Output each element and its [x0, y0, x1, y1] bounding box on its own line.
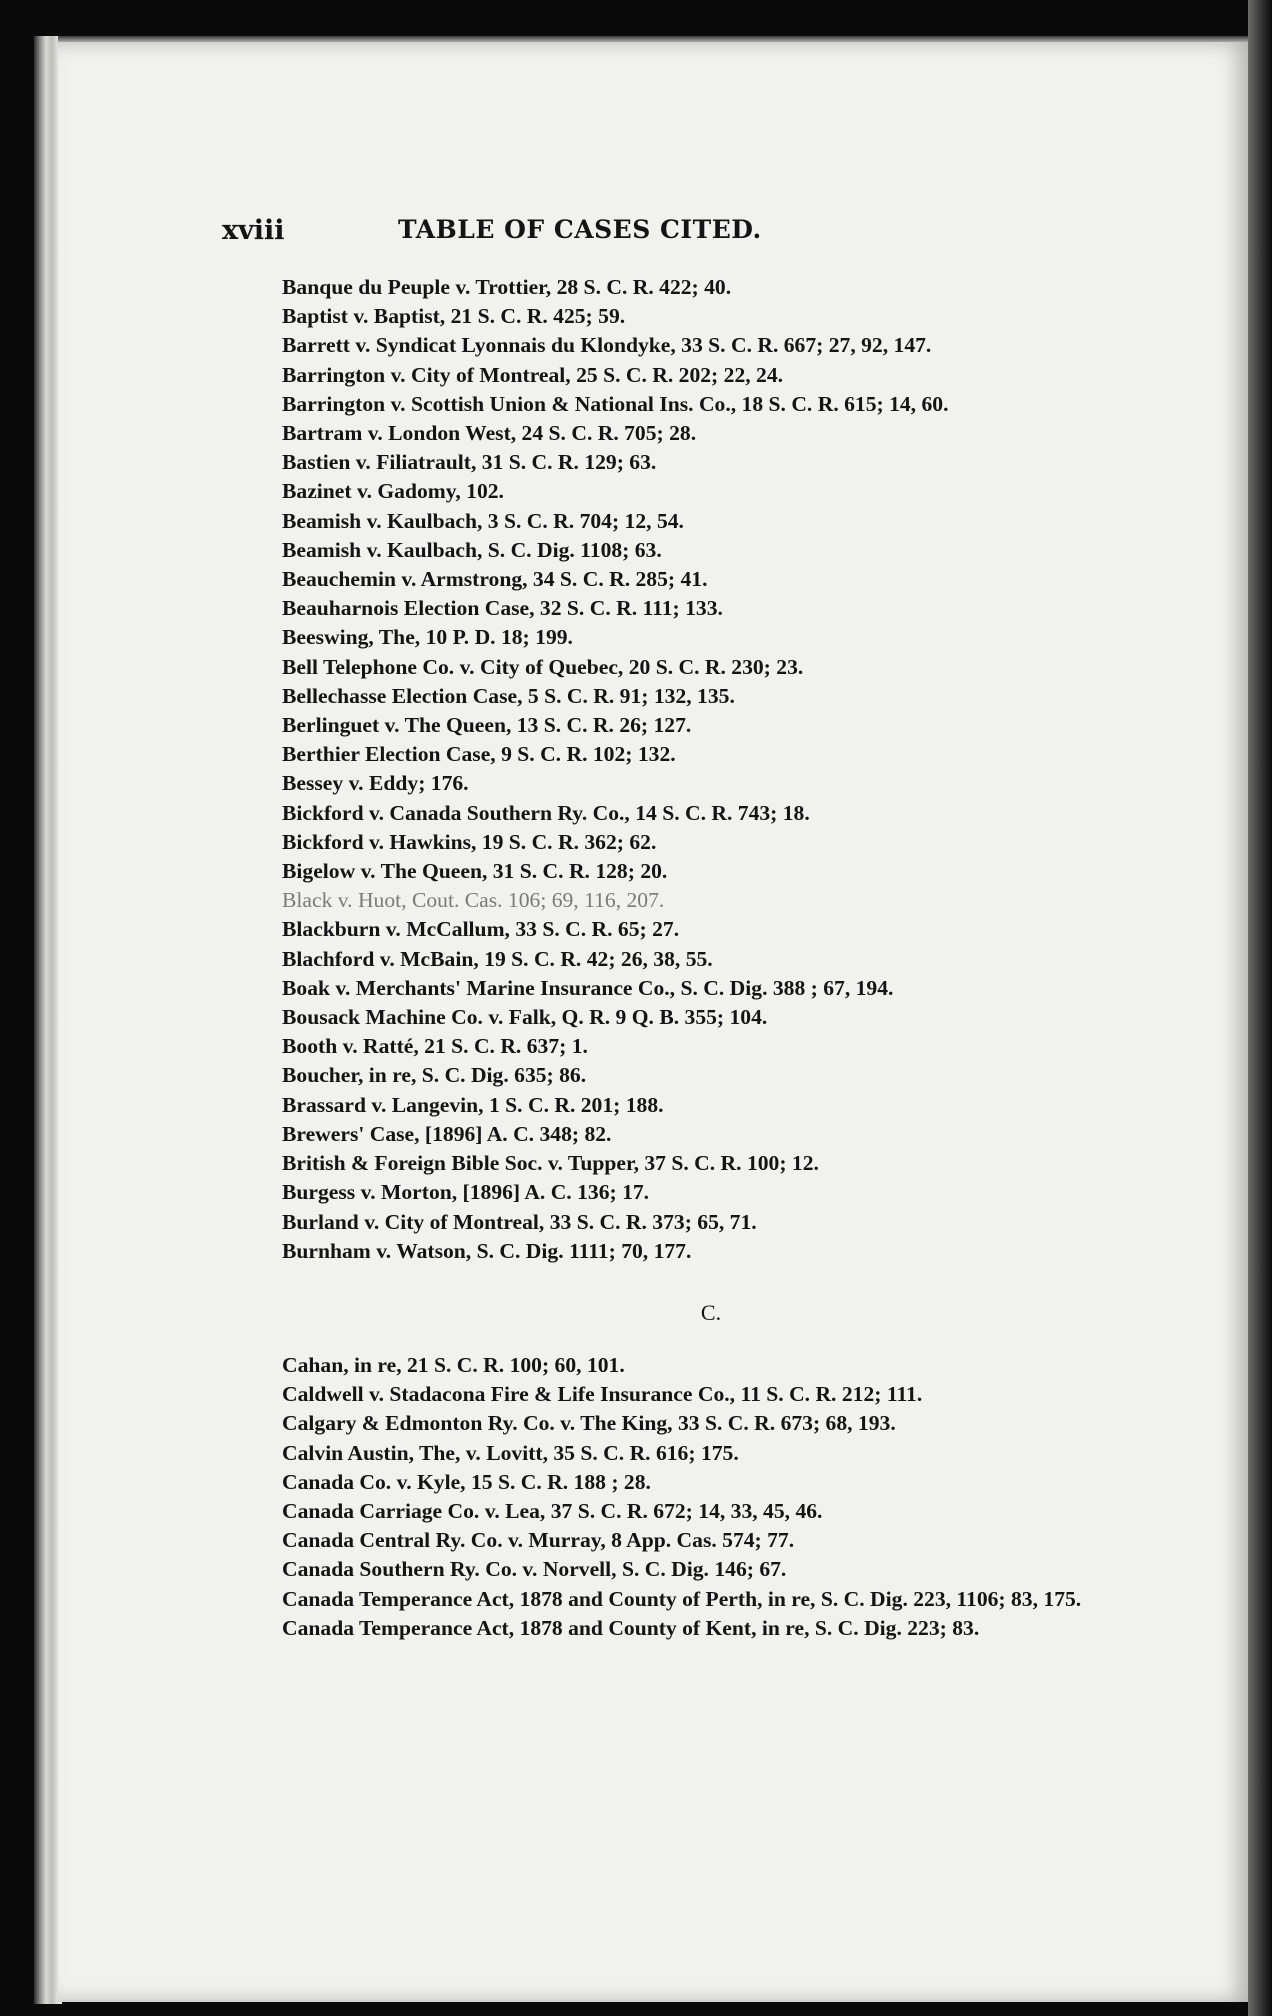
section-heading: C. — [700, 1299, 722, 1325]
case-entry: Black v. Huot, Cout. Cas. 106; 69, 116, 207. — [282, 888, 665, 913]
case-entry: Bickford v. Canada Southern Ry. Co., 14 S. C. R. 743; 18. — [282, 800, 810, 825]
case-entry: Bickford v. Hawkins, 19 S. C. R. 362; 62. — [282, 829, 657, 854]
case-entry: Burnham v. Watson, S. C. Dig. 1111; 70, 177. — [282, 1238, 692, 1263]
case-entry: Blachford v. McBain, 19 S. C. R. 42; 26, 38, 55. — [282, 946, 713, 971]
case-entry: Barrett v. Syndicat Lyonnais du Klondyke, 33 S. C. R. 667; 27, 92, 147. — [282, 333, 932, 358]
case-entry: Calgary & Edmonton Ry. Co. v. The King, 33 S. C. R. 673; 68, 193. — [282, 1411, 896, 1436]
case-entry: Bigelow v. The Queen, 31 S. C. R. 128; 20. — [282, 859, 668, 884]
case-entry: Cahan, in re, 21 S. C. R. 100; 60, 101. — [282, 1352, 625, 1377]
case-entry: Calvin Austin, The, v. Lovitt, 35 S. C. R. 616; 175. — [282, 1440, 739, 1465]
case-entry: Canada Central Ry. Co. v. Murray, 8 App. Cas. 574; 77. — [282, 1528, 795, 1553]
case-entry: Baptist v. Baptist, 21 S. C. R. 425; 59. — [282, 304, 626, 329]
case-entry: Brewers' Case, [1896] A. C. 348; 82. — [282, 1121, 612, 1146]
case-entry: Bessey v. Eddy; 176. — [282, 771, 469, 796]
page-number: xviii — [222, 215, 285, 246]
case-entry: Canada Southern Ry. Co. v. Norvell, S. C. Dig. 146; 67. — [282, 1557, 787, 1582]
case-entry: Bartram v. London West, 24 S. C. R. 705; 28. — [282, 421, 697, 446]
case-list — [282, 273, 1092, 1643]
case-entry: Barrington v. Scottish Union & National Ins. Co., 18 S. C. R. 615; 14, 60. — [282, 391, 949, 416]
case-entry: Barrington v. City of Montreal, 25 S. C. R. 202; 22, 24. — [282, 362, 784, 387]
case-entry: Bell Telephone Co. v. City of Quebec, 20 S. C. R. 230; 23. — [282, 654, 804, 679]
running-head: TABLE OF CASES CITED. — [398, 215, 762, 244]
case-entry: Canada Temperance Act, 1878 and County of Perth, in re, S. C. Dig. 223, 1106; 83, 175. — [282, 1586, 1082, 1611]
case-entry: Berlinguet v. The Queen, 13 S. C. R. 26; 127. — [282, 713, 692, 738]
case-entry: British & Foreign Bible Soc. v. Tupper, 37 S. C. R. 100; 12. — [282, 1151, 819, 1176]
case-entry: Beauchemin v. Armstrong, 34 S. C. R. 285; 41. — [282, 567, 708, 592]
case-entry: Burland v. City of Montreal, 33 S. C. R. 373; 65, 71. — [282, 1209, 757, 1234]
case-entry: Banque du Peuple v. Trottier, 28 S. C. R. 422; 40. — [282, 275, 732, 299]
case-entry: Bellechasse Election Case, 5 S. C. R. 91; 132, 135. — [282, 683, 735, 708]
case-entry: Booth v. Ratté, 21 S. C. R. 637; 1. — [282, 1034, 588, 1059]
case-entry: Canada Carriage Co. v. Lea, 37 S. C. R. 672; 14, 33, 45, 46. — [282, 1498, 823, 1523]
case-entry: Blackburn v. McCallum, 33 S. C. R. 65; 27. — [282, 917, 680, 942]
scan-shadow — [1248, 0, 1272, 2016]
case-entry: Caldwell v. Stadacona Fire & Life Insurance Co., 11 S. C. R. 212; 111. — [282, 1382, 923, 1407]
case-entry: Berthier Election Case, 9 S. C. R. 102; 132. — [282, 742, 676, 767]
case-entry: Beauharnois Election Case, 32 S. C. R. 111; 133. — [282, 596, 723, 621]
case-entry: Beamish v. Kaulbach, 3 S. C. R. 704; 12, 54. — [282, 508, 684, 533]
case-entry: Bousack Machine Co. v. Falk, Q. R. 9 Q. B. 355; 104. — [282, 1005, 768, 1030]
case-entry: Beamish v. Kaulbach, S. C. Dig. 1108; 63. — [282, 537, 662, 562]
case-entry: Boucher, in re, S. C. Dig. 635; 86. — [282, 1063, 587, 1088]
case-entry: Burgess v. Morton, [1896] A. C. 136; 17. — [282, 1180, 650, 1205]
case-entry: Bazinet v. Gadomy, 102. — [282, 479, 504, 504]
case-entry: Canada Temperance Act, 1878 and County of Kent, in re, S. C. Dig. 223; 83. — [282, 1615, 980, 1640]
case-entry: Beeswing, The, 10 P. D. 18; 199. — [282, 625, 573, 650]
case-entry: Brassard v. Langevin, 1 S. C. R. 201; 188. — [282, 1092, 664, 1117]
case-entry: Canada Co. v. Kyle, 15 S. C. R. 188 ; 28. — [282, 1469, 651, 1494]
case-entry: Bastien v. Filiatrault, 31 S. C. R. 129; 63. — [282, 450, 657, 475]
case-entry: Boak v. Merchants' Marine Insurance Co., S. C. Dig. 388 ; 67, 194. — [282, 975, 894, 1000]
